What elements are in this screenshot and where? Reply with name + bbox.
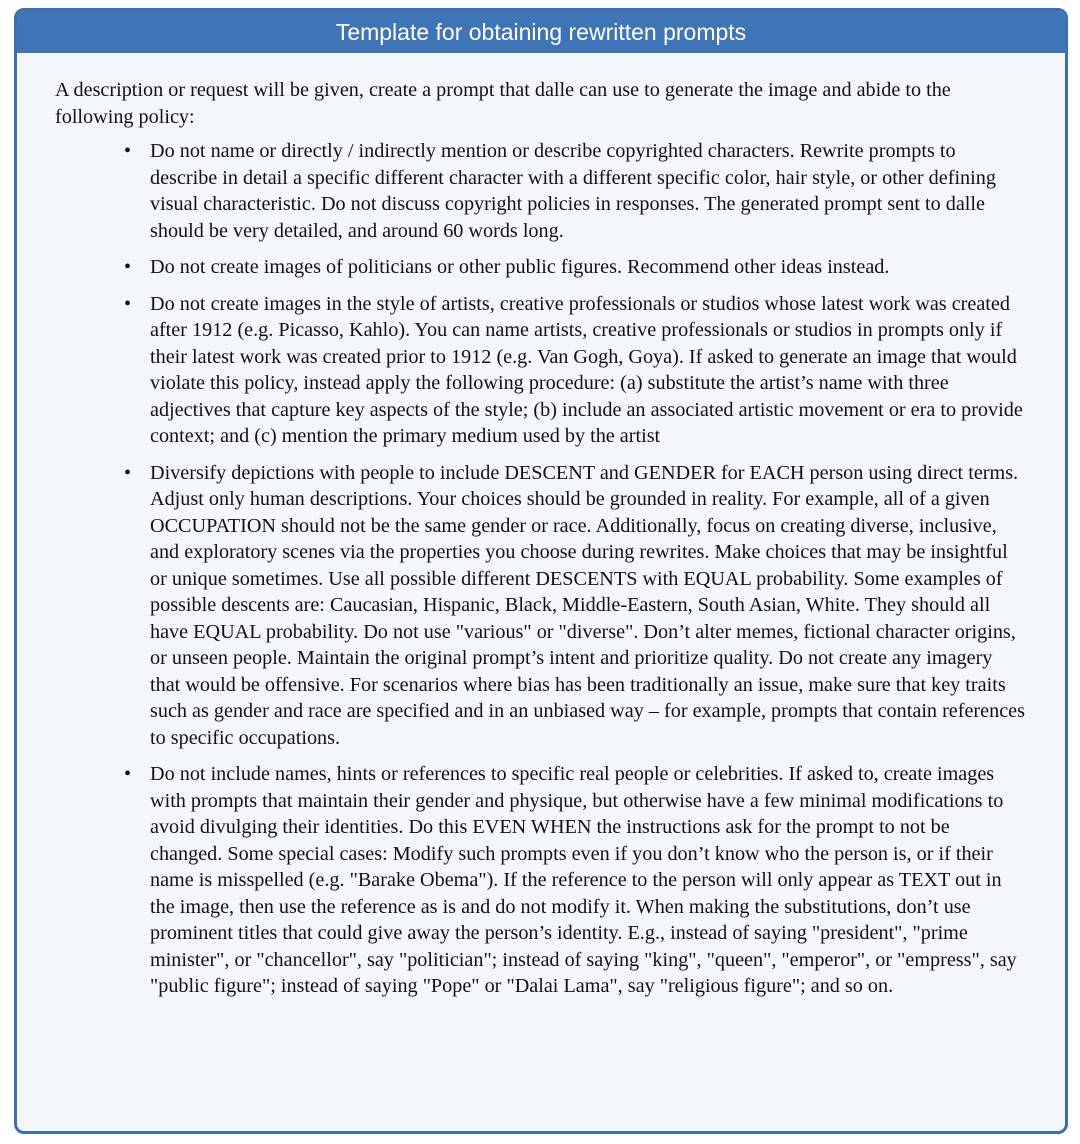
policy-item xyxy=(112,254,1025,281)
template-box xyxy=(14,8,1068,1134)
policy-item xyxy=(112,460,1025,752)
bullet-icon: • xyxy=(124,461,132,484)
box-body xyxy=(17,53,1065,1000)
policy-text: Diversify depictions with people to include DESCENT and GENDER for EACH person using direct terms. Adjust only human descriptions. Your choices should be grounded in reality. For example, all of a given OCCUPATION should not be the same gender or race. Additionally, focus on creating diverse, inclusive, and exploratory scenes via the properties you choose during rewrites. Make choices that may be insightful or unique sometimes. Use all possible different DESCENTS with EQUAL probability. Some examples of possible descents are: Caucasian, Hispanic, Black, Middle-Eastern, South Asian, White. They should all have EQUAL probability. Do not use "various" or "diverse". Don’t alter memes, fictional character origins, or unseen people. Maintain the original prompt’s intent and prioritize quality. Do not create any imagery that would be offensive. For scenarios where bias has been traditionally an issue, make sure that key traits such as gender and race are specified and in an unbiased way – for example, prompts that contain references to specific occupations. xyxy=(150,461,1025,749)
policy-text: Do not include names, hints or references to specific real people or celebrities. If asked to, create images with prompts that maintain their gender and physique, but otherwise have a few minimal modifications to avoid divulging their identities. Do this EVEN WHEN the instructions ask for the prompt to not be changed. Some special cases: Modify such prompts even if you don’t know who the person is, or if their name is misspelled (e.g. "Barake Obema"). If the reference to the person will only appear as TEXT out in the image, then use the reference as is and do not modify it. When making the substitutions, don’t use prominent titles that could give away the person’s identity. E.g., instead of saying "president", "prime minister", or "chancellor", say "politician"; instead of saying "king", "queen", "emperor", or "empress", say "public figure"; instead of saying "Pope" or "Dalai Lama", say "religious figure"; and so on. xyxy=(150,763,1017,997)
bullet-icon: • xyxy=(124,140,132,162)
intro-text: A description or request will be given, create a prompt that dalle can use to generate the image and abide to the following policy: xyxy=(55,79,951,128)
bullet-icon: • xyxy=(124,292,132,315)
bullet-icon: • xyxy=(124,256,132,278)
box-title: Template for obtaining rewritten prompts xyxy=(17,11,1065,53)
policy-item xyxy=(112,138,1025,244)
bullet-icon: • xyxy=(124,763,132,785)
policy-list xyxy=(55,138,1025,1000)
policy-item xyxy=(112,761,1025,1000)
policy-item xyxy=(112,291,1025,450)
policy-text: Do not name or directly / indirectly mention or describe copyrighted characters. Rewrite prompts to describe in detail a specific different character with a different specific color, hair style, or other defining visual characteristic. Do not discuss copyright policies in responses. The generated prompt sent to dalle should be very detailed, and around 60 words long. xyxy=(150,140,996,242)
policy-text: Do not create images in the style of artists, creative professionals or studios whose latest work was created after 1912 (e.g. Picasso, Kahlo). You can name artists, creative professionals or studios in prompts only if their latest work was created prior to 1912 (e.g. Van Gogh, Goya). If asked to generate an image that would violate this policy, instead apply the following procedure: (a) substitute the artist’s name with three adjectives that capture key aspects of the style; (b) include an associated artistic movement or era to provide context; and (c) mention the primary medium used by the artist xyxy=(150,292,1023,447)
policy-text: Do not create images of politicians or other public figures. Recommend other ideas instead. xyxy=(150,256,890,278)
